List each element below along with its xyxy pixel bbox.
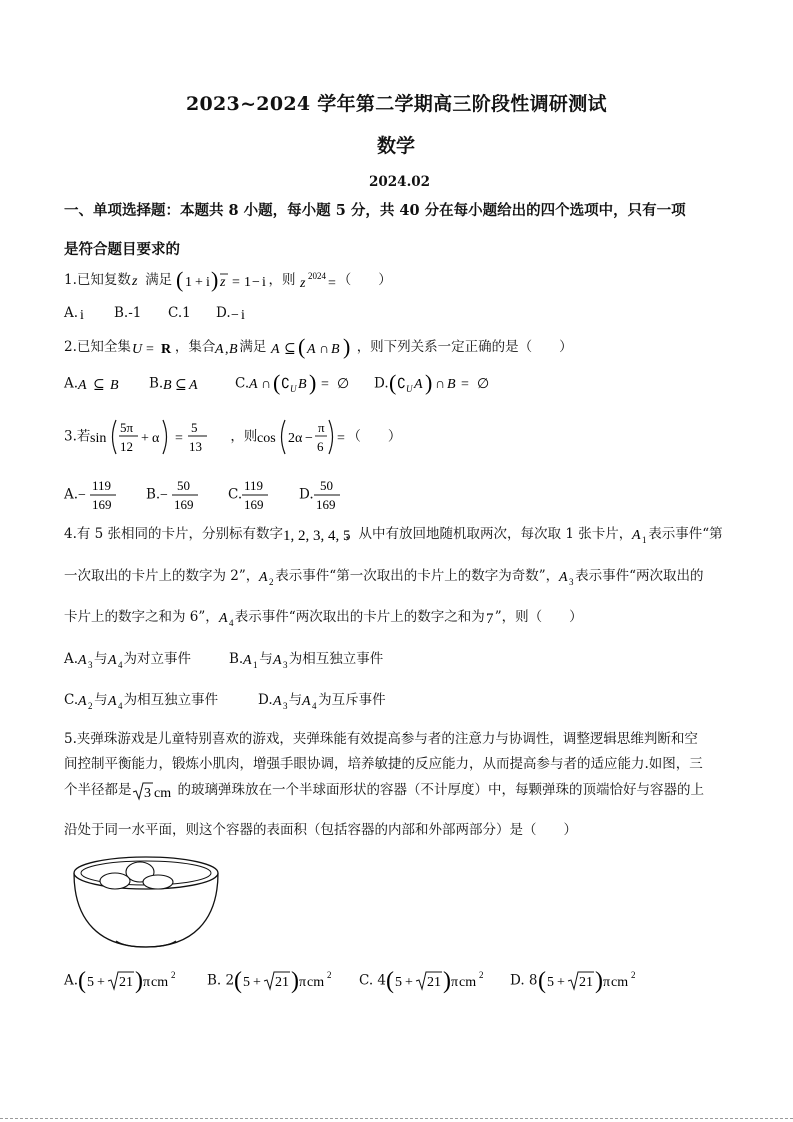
q4-l1-a: 4.有 5 张相同的卡片，分别标有数字 [64,526,284,542]
q4-event-a4 [219,608,235,628]
q4-option-c[interactable] [64,688,218,711]
q3-option-a[interactable] [64,476,122,514]
svg-text:169: 169 [92,497,112,512]
svg-text:π: π [451,975,459,990]
svg-text:5π: 5π [120,420,134,435]
q4-option-a-event1 [78,650,94,670]
q3-option-a-math [78,476,122,514]
question-3-stem [64,414,401,460]
q3-option-c[interactable] [228,476,274,514]
q3-stem-a: 3.若 [64,428,91,445]
svg-text:): ) [594,968,603,994]
q2-option-c-math [249,372,361,396]
svg-text:(: ( [234,968,243,994]
question-4-line2 [64,564,704,587]
svg-text:13: 13 [189,439,203,454]
q3-option-b-math [160,476,204,514]
svg-text:5: 5 [395,975,403,990]
q2-option-c-label: C. [235,375,250,392]
svg-text:(: ( [386,968,395,994]
q4-option-a[interactable] [64,647,191,670]
q4-option-d[interactable] [258,688,386,711]
svg-text:2: 2 [630,970,636,980]
exam-date: 2024.02 [369,174,431,190]
q1-stem-b: 满足 [145,272,173,288]
q4-l3-b: 表示事件“两次取出的卡片上的数字之和为 [234,609,485,625]
svg-text:cos: cos [257,431,277,446]
q4-option-d-event2 [302,691,318,711]
svg-text:+: + [195,274,204,290]
svg-text:): ) [309,370,317,395]
svg-text:169: 169 [315,497,336,512]
q4-option-c-event2 [108,691,124,711]
question-5-line4: 沿处于同一水平面，则这个容器的表面积（包括容器的内部和外部两部分）是（ ） [64,822,577,838]
q4-l2-b: 表示事件“第一次取出的卡片上的数字为奇数”， [275,568,560,584]
svg-text:=: = [337,431,346,446]
q2-option-d-math [389,372,501,396]
q5-option-a[interactable] [64,968,182,994]
q4-option-b[interactable] [229,647,383,670]
q3-option-c-math [242,476,274,514]
q4-option-c-text: 为相互独立事件 [123,692,219,708]
q3-option-d-label: D. [299,486,314,503]
q3-option-b[interactable] [146,476,204,514]
svg-text:A: A [270,341,280,357]
svg-text:(: ( [388,370,396,395]
svg-text:1: 1 [253,659,258,670]
svg-text:1: 1 [185,274,193,290]
svg-text:∅: ∅ [476,377,489,392]
q5-option-d-math [538,968,642,994]
svg-text:⊆: ⊆ [175,378,187,393]
q2-stem-c: 满足 [239,339,267,355]
q1-stem-c: ，则 [268,272,296,288]
svg-text:A: A [559,569,568,585]
svg-text:): ) [443,968,452,994]
svg-text:∁: ∁ [396,377,406,392]
svg-text:A: A [243,652,252,668]
q2-condition [270,333,357,360]
q5-option-c-label: C. 4 [359,972,387,989]
q2-option-a-label: A. [64,375,79,392]
section-heading-line1: 一、单项选择题：本题共 8 小题，每小题 5 分，共 40 分在每小题给出的四个选项中，只有一项 [64,202,686,219]
svg-text:+: + [97,975,105,990]
svg-text:5: 5 [191,420,198,435]
q5-option-a-math [78,968,182,994]
svg-text:+: + [141,431,150,446]
svg-text:A: A [306,341,316,357]
svg-text:5: 5 [87,975,95,990]
q1-option-d[interactable] [216,305,249,322]
svg-text:⊆: ⊆ [93,378,105,393]
q4-numbers [283,526,351,544]
q4-option-c-event1 [78,691,94,711]
svg-text:−: − [230,307,239,323]
q5-option-a-label: A. [64,972,79,989]
question-5-line3 [64,778,704,802]
svg-text:−: − [160,488,169,503]
exam-title: 2023~2024 学年第二学期高三阶段性调研测试 [186,93,607,115]
svg-text:+: + [556,975,565,990]
q4-event-a2 [259,567,275,587]
svg-text:−: − [78,488,86,503]
q4-option-a-conj: 与 [94,651,108,667]
q2-option-b[interactable] [149,375,201,393]
svg-text:A: A [632,527,641,543]
q3-option-d[interactable] [299,476,346,514]
q4-l1-c: 表示事件“第 [648,526,723,542]
svg-text:A: A [78,693,87,709]
q4-option-c-label: C. [64,692,79,708]
svg-text:A: A [413,377,423,392]
svg-text:π: π [602,975,610,990]
q1-option-b[interactable] [114,305,141,321]
svg-text:3: 3 [282,659,288,670]
q4-sum-seven [485,609,495,627]
svg-text:5: 5 [546,975,554,990]
svg-text:A: A [249,377,258,392]
q1-stem-a: 1.已知复数 [64,272,131,288]
svg-text:z: z [299,275,306,291]
svg-text:A: A [78,378,87,393]
q3-option-a-label: A. [64,486,79,503]
q5-option-c-math [386,968,490,994]
svg-text:4: 4 [228,617,234,628]
svg-text:−: − [252,274,261,290]
q2-sets [215,339,239,357]
svg-text:A: A [78,652,87,668]
q1-option-a-math [78,306,88,322]
svg-text:cm: cm [610,975,628,990]
svg-text:α: α [152,431,160,446]
q2-option-c[interactable] [235,372,361,396]
svg-text:i: i [80,307,84,323]
svg-text:B: B [110,378,119,393]
svg-text:3: 3 [88,659,93,670]
q4-option-d-label: D. [258,692,273,708]
q4-l2-a: 一次取出的卡片上的数字为 2”， [64,568,260,584]
svg-text:z: z [220,274,226,290]
svg-text:,: , [225,341,229,357]
svg-text:6: 6 [317,439,324,454]
svg-text:4: 4 [312,700,317,711]
q4-l3-a: 卡片上的数字之和为 6”， [64,609,219,625]
bowl-figure [70,851,222,953]
svg-text:1, 2, 3, 4, 5: 1, 2, 3, 4, 5 [283,527,351,544]
svg-text:π: π [143,975,151,990]
svg-text:⊆: ⊆ [283,341,296,357]
svg-text:21: 21 [275,975,290,990]
q1-option-c-label: C.1 [168,305,191,321]
q3-option-c-label: C. [228,486,243,503]
svg-text:∩: ∩ [261,377,272,392]
question-5-line1: 5.夹弹珠游戏是儿童特别喜欢的游戏，夹弹珠能有效提高参与者的注意力与协调性，调整逻辑思维判断和空 [64,731,698,747]
question-5-line2: 间控制平衡能力，锻炼小肌肉，增强手眼协调，培养敏捷的反应能力，从而提高参与者的适应能力.如图，三 [64,756,703,772]
question-1-stem [64,268,392,293]
q4-option-b-text: 为相互独立事件 [288,651,384,667]
q1-option-c[interactable] [168,305,191,321]
svg-text:cm: cm [153,785,171,801]
svg-text:∅: ∅ [337,377,350,392]
svg-text:A: A [259,569,268,585]
q5-l3-b: 的玻璃弹珠放在一个半球面形状的容器（不计厚度）中，每颗弹珠的顶端恰好与容器的上 [177,782,704,798]
q4-option-d-conj: 与 [288,692,303,708]
svg-text:i: i [262,274,267,290]
svg-text:∩: ∩ [434,377,445,392]
svg-text:A: A [107,693,117,709]
q2-universal-set [131,339,175,357]
q4-l3-c: ”，则（ ） [494,609,583,625]
q4-option-d-event1 [273,691,289,711]
svg-text:cm: cm [151,975,169,990]
q4-event-a1 [632,525,648,545]
svg-text:4: 4 [117,659,123,670]
q2-stem-b: ，集合 [174,339,216,355]
svg-text:+: + [253,975,261,990]
svg-text:π: π [318,420,325,435]
q1-option-d-math [231,306,249,322]
svg-text:−: − [305,431,314,446]
q5-l3-a: 个半径都是 [64,782,132,798]
svg-text:A: A [218,610,228,626]
question-2-stem [64,335,573,360]
svg-text:4: 4 [117,700,123,711]
svg-text:cm: cm [459,975,477,990]
svg-text:A: A [272,693,282,709]
svg-text:2α: 2α [288,431,303,446]
svg-text:=: = [327,275,336,291]
svg-text:R: R [160,341,172,357]
svg-text:21: 21 [427,975,442,990]
svg-text:): ) [424,370,432,395]
svg-text:=: = [175,431,184,446]
svg-text:2: 2 [479,970,484,980]
svg-text:21: 21 [119,975,134,990]
q4-option-a-event2 [108,650,124,670]
q2-option-a-math [78,375,126,393]
svg-text:A: A [272,652,282,668]
q2-option-b-math [163,375,201,393]
svg-text:A: A [189,378,198,393]
svg-text:sin: sin [90,431,107,446]
question-4-line3 [64,605,583,628]
q3-stem-c: （ ） [347,428,402,445]
svg-text:169: 169 [174,497,194,512]
q4-option-a-text: 为对立事件 [123,651,192,667]
q1-option-a[interactable] [64,305,88,322]
svg-text:cm: cm [307,975,325,990]
q4-l2-c: 表示事件“两次取出的 [575,568,704,584]
svg-text:(: ( [297,333,306,359]
svg-text:(: ( [537,968,546,994]
q5-option-d[interactable] [510,968,642,994]
q1-power [300,271,338,291]
q5-option-d-label: D. 8 [510,972,538,989]
q2-stem-d: ，则下列关系一定正确的是（ ） [356,339,573,355]
q2-option-a[interactable] [64,375,126,393]
q2-option-d-label: D. [374,375,389,392]
svg-text:): ) [211,266,219,292]
svg-text:U: U [290,384,297,394]
svg-text:∩: ∩ [318,341,329,357]
q5-option-b-label: B. 2 [207,972,235,989]
svg-text:(: ( [78,968,87,994]
q1-var-z [131,273,141,289]
svg-text:(: ( [273,370,281,395]
svg-text:=: = [321,377,330,392]
svg-text:50: 50 [177,478,191,493]
svg-text:B: B [229,341,238,357]
svg-text:119: 119 [92,478,112,493]
svg-text:1: 1 [642,534,647,545]
svg-text:(: ( [176,266,184,292]
svg-text:U: U [131,341,143,357]
q1-equation [176,266,268,293]
q4-option-a-label: A. [64,651,79,667]
svg-text:2: 2 [327,970,332,980]
svg-text:+: + [405,975,413,990]
svg-text:B: B [330,341,340,357]
q5-option-b-math [234,968,338,994]
svg-text:=: = [145,341,154,357]
q4-l1-b: ，从中有放回地随机取两次，每次取 1 张卡片， [345,526,633,542]
svg-text:U: U [405,384,413,394]
q4-option-c-conj: 与 [94,692,108,708]
svg-text:A: A [215,341,224,357]
svg-text:): ) [135,968,144,994]
q3-option-d-math [314,476,346,514]
q1-stem-d: （ ） [337,272,392,288]
q3-target [257,414,347,460]
svg-text:119: 119 [244,478,264,493]
q4-event-a3 [559,567,575,587]
svg-text:): ) [342,333,351,359]
subject-title: 数学 [377,135,416,157]
svg-text:π: π [299,975,307,990]
q2-option-b-label: B. [149,375,164,392]
svg-text:21: 21 [578,975,593,990]
svg-text:1: 1 [244,274,252,290]
svg-text:): ) [291,968,300,994]
svg-text:12: 12 [120,439,134,454]
q3-stem-b: ，则 [230,428,258,445]
svg-text:B: B [163,378,172,393]
q2-stem-a: 2.已知全集 [64,339,131,355]
svg-text:2: 2 [171,970,176,980]
q1-option-b-label: B.-1 [114,305,142,321]
q5-option-b[interactable] [207,968,338,994]
q5-option-c[interactable] [359,968,490,994]
svg-text:A: A [302,693,311,709]
q3-equation [90,414,230,460]
svg-text:2: 2 [269,576,274,587]
svg-text:5: 5 [243,975,251,990]
svg-text:∁: ∁ [281,377,291,392]
svg-text:2: 2 [88,700,93,711]
q2-option-d[interactable] [374,372,501,396]
svg-text:3: 3 [282,700,288,711]
q1-option-a-label: A. [64,305,79,321]
svg-text:50: 50 [319,478,333,493]
q4-option-d-text: 为互斥事件 [318,692,386,708]
q4-option-b-label: B. [229,651,244,667]
svg-text:B: B [446,377,456,392]
q4-option-b-event1 [243,650,259,670]
q4-option-b-conj: 与 [259,651,273,667]
svg-text:B: B [298,377,307,392]
question-4-line1 [64,522,723,545]
q1-option-d-label: D. [216,305,231,321]
q5-radius [132,780,178,802]
svg-text:3: 3 [143,785,151,801]
svg-text:=: = [232,274,241,290]
svg-text:z: z [131,273,138,289]
q4-option-b-event2 [273,650,289,670]
svg-text:i: i [206,274,211,290]
svg-text:=: = [460,377,469,392]
svg-text:2024: 2024 [307,270,326,281]
q3-option-b-label: B. [146,486,161,503]
svg-text:169: 169 [244,497,264,512]
svg-text:A: A [107,652,117,668]
page-bottom-divider [0,1118,793,1119]
svg-text:7: 7 [485,610,494,627]
svg-text:i: i [240,307,245,323]
section-heading-line2: 是符合题目要求的 [64,241,180,258]
svg-text:3: 3 [569,576,574,587]
